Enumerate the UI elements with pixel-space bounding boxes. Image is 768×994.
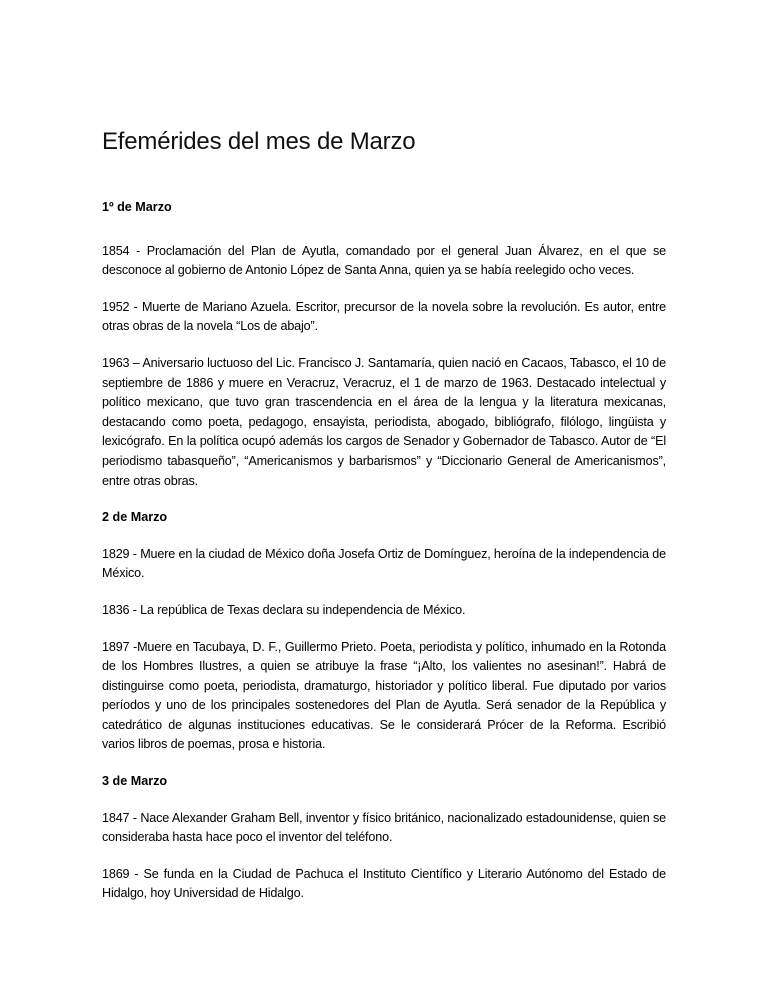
document-title: Efemérides del mes de Marzo bbox=[102, 128, 416, 155]
entry-paragraph: 1869 - Se funda en la Ciudad de Pachuca el Instituto Científico y Literario Autónomo del Estado de Hidalgo, hoy Universidad de Hidalgo. bbox=[102, 866, 666, 901]
entry-paragraph: 1829 - Muere en la ciudad de México doña Josefa Ortiz de Domínguez, heroína de la independencia de México. bbox=[102, 546, 666, 581]
entry-paragraph: 1963 – Aniversario luctuoso del Lic. Francisco J. Santamaría, quien nació en Cacaos, Tabasco, el 10 de septiembre de 1886 y muere en Veracruz, Veracruz, el 1 de marzo de 1963. Destacado intelectual y político mexicano, que tuvo gran trascendencia en el área de la lengua y la literatura mexicanas, destacando como poeta, pedagogo, ensayista, periodista, abogado, bibliógrafo, filólogo, lingüista y lexicógrafo. En la política ocupó además los cargos de Senador y Gobernador de Tabasco. Autor de “El periodismo tabasqueño”, “Americanismos y barbarismos” y “Diccionario General de Americanismos”, entre otras obras. bbox=[102, 355, 666, 488]
entry-paragraph: 1854 - Proclamación del Plan de Ayutla, comandado por el general Juan Álvarez, en el que se desconoce al gobierno de Antonio López de Santa Anna, quien ya se había reelegido ocho veces. bbox=[102, 243, 666, 278]
document-page bbox=[102, 128, 666, 921]
section-march-3 bbox=[102, 772, 666, 904]
entry-paragraph: 1847 - Nace Alexander Graham Bell, inventor y físico británico, nacionalizado estadounidense, quien se consideraba hasta hace poco el inventor del teléfono. bbox=[102, 810, 666, 845]
section-heading: 3 de Marzo bbox=[102, 774, 168, 789]
section-heading: 1º de Marzo bbox=[102, 200, 172, 214]
entry-paragraph: 1836 - La república de Texas declara su independencia de México. bbox=[102, 602, 466, 617]
entry-paragraph: 1897 -Muere en Tacubaya, D. F., Guillermo Prieto. Poeta, periodista y político, inhumado en la Rotonda de los Hombres Ilustres, a quien se atribuye la frase “¡Alto, los valientes no asesinan!”. Habrá de distinguirse como poeta, periodista, dramaturgo, historiador y político liberal. Fue diputado por varios períodos y uno de los principales sostenedores del Plan de Ayutla. Será senador de la República y catedrático de algunas instituciones educativas. Se le considerará Prócer de la Reforma. Escribió varios libros de poemas, prosa e historia. bbox=[102, 639, 666, 752]
section-march-2 bbox=[102, 508, 666, 755]
section-heading: 2 de Marzo bbox=[102, 510, 168, 525]
section-march-1 bbox=[102, 198, 666, 491]
entry-paragraph: 1952 - Muerte de Mariano Azuela. Escritor, precursor de la novela sobre la revolución. Es autor, entre otras obras de la novela “Los de abajo”. bbox=[102, 299, 666, 334]
